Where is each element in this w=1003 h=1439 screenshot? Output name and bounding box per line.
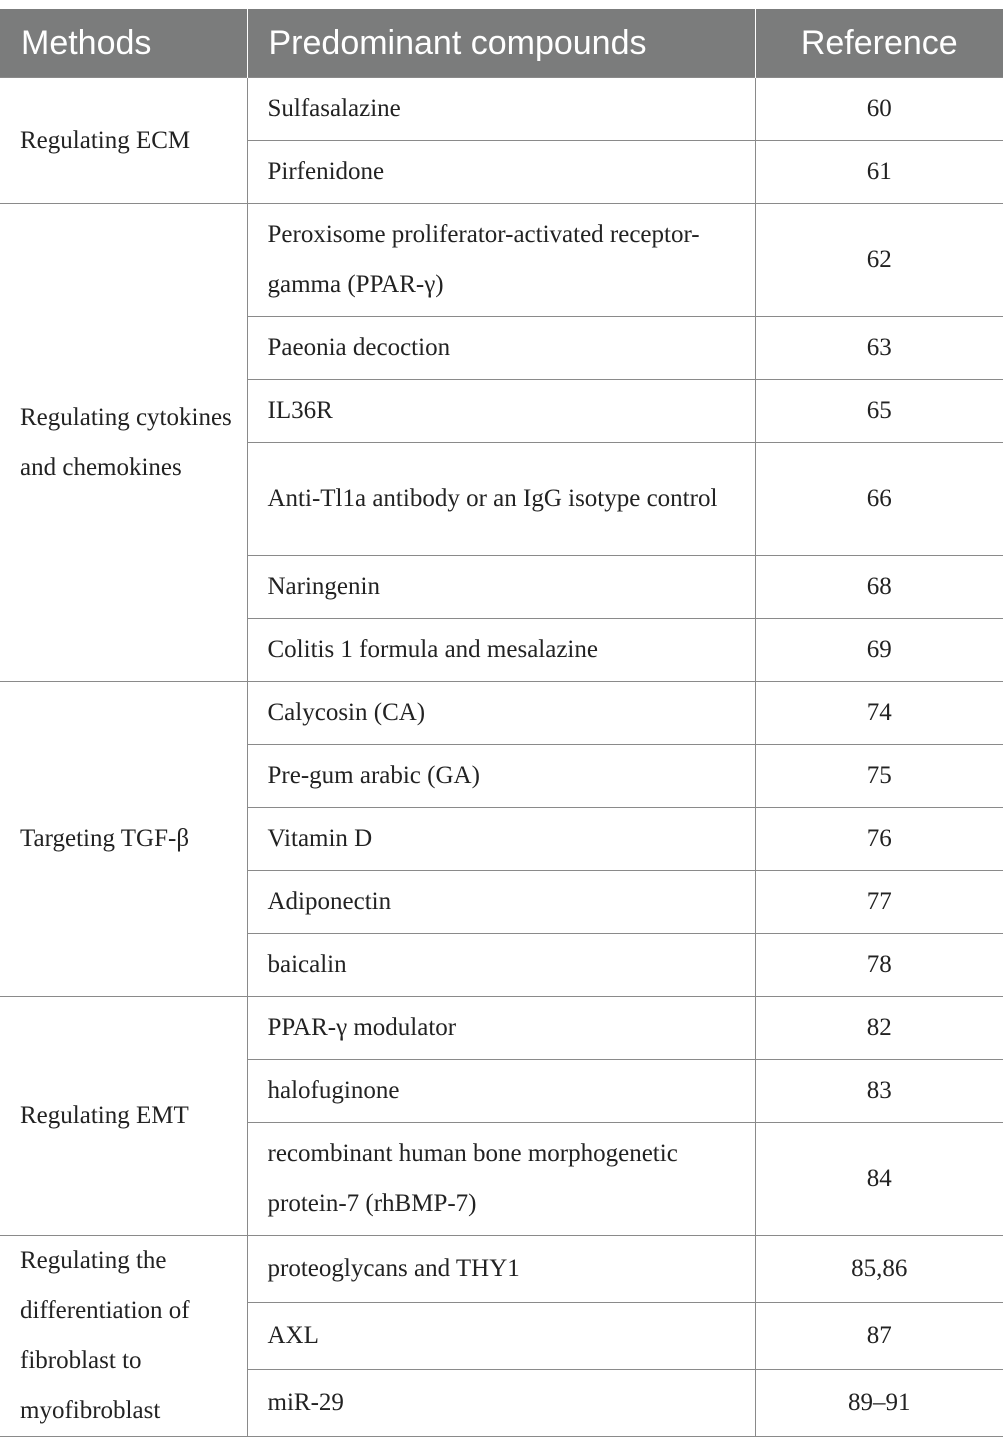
header-row — [0, 9, 1003, 78]
table-row — [0, 78, 1003, 141]
compound-cell: miR-29 — [247, 1370, 755, 1437]
reference-cell: 87 — [755, 1303, 1003, 1370]
reference-cell: 84 — [755, 1123, 1003, 1236]
reference-cell: 66 — [755, 443, 1003, 556]
compound-cell: Pirfenidone — [247, 141, 755, 204]
header-compounds: Predominant compounds — [247, 9, 755, 78]
compounds-table — [0, 9, 1003, 1437]
compound-cell: Sulfasalazine — [247, 78, 755, 141]
compound-cell: recombinant human bone morphogenetic protein-7 (rhBMP-7) — [247, 1123, 755, 1236]
reference-cell: 60 — [755, 78, 1003, 141]
reference-cell: 77 — [755, 871, 1003, 934]
reference-cell: 61 — [755, 141, 1003, 204]
compound-cell: proteoglycans and THY1 — [247, 1236, 755, 1303]
header-reference: Reference — [755, 9, 1003, 78]
method-cell: Regulating ECM — [0, 78, 247, 204]
compound-cell: Pre-gum arabic (GA) — [247, 745, 755, 808]
reference-cell: 65 — [755, 380, 1003, 443]
compound-cell: Calycosin (CA) — [247, 682, 755, 745]
compound-cell: Anti-Tl1a antibody or an IgG isotype control — [247, 443, 755, 556]
reference-cell: 76 — [755, 808, 1003, 871]
compound-cell: Adiponectin — [247, 871, 755, 934]
reference-cell: 78 — [755, 934, 1003, 997]
method-cell: Targeting TGF-β — [0, 682, 247, 997]
reference-cell: 82 — [755, 997, 1003, 1060]
compound-cell: baicalin — [247, 934, 755, 997]
compound-cell: AXL — [247, 1303, 755, 1370]
table-row — [0, 682, 1003, 745]
method-cell: Regulating cytokines and chemokines — [0, 204, 247, 682]
table-row — [0, 1236, 1003, 1303]
reference-cell: 63 — [755, 317, 1003, 380]
compound-cell: Peroxisome proliferator-activated receptor-gamma (PPAR-γ) — [247, 204, 755, 317]
compound-cell: Paeonia decoction — [247, 317, 755, 380]
reference-cell: 75 — [755, 745, 1003, 808]
reference-cell: 85,86 — [755, 1236, 1003, 1303]
compound-cell: IL36R — [247, 380, 755, 443]
reference-cell: 69 — [755, 619, 1003, 682]
compound-cell: PPAR-γ modulator — [247, 997, 755, 1060]
table-row — [0, 204, 1003, 317]
compound-cell: Vitamin D — [247, 808, 755, 871]
header-methods: Methods — [0, 9, 247, 78]
reference-cell: 83 — [755, 1060, 1003, 1123]
compound-cell: Naringenin — [247, 556, 755, 619]
method-cell: Regulating EMT — [0, 997, 247, 1236]
reference-cell: 89–91 — [755, 1370, 1003, 1437]
reference-cell: 62 — [755, 204, 1003, 317]
reference-cell: 68 — [755, 556, 1003, 619]
compound-cell: halofuginone — [247, 1060, 755, 1123]
method-cell: Regulating the differentiation of fibroblast to myofibroblast — [0, 1236, 247, 1437]
compound-cell: Colitis 1 formula and mesalazine — [247, 619, 755, 682]
reference-cell: 74 — [755, 682, 1003, 745]
table-row — [0, 997, 1003, 1060]
